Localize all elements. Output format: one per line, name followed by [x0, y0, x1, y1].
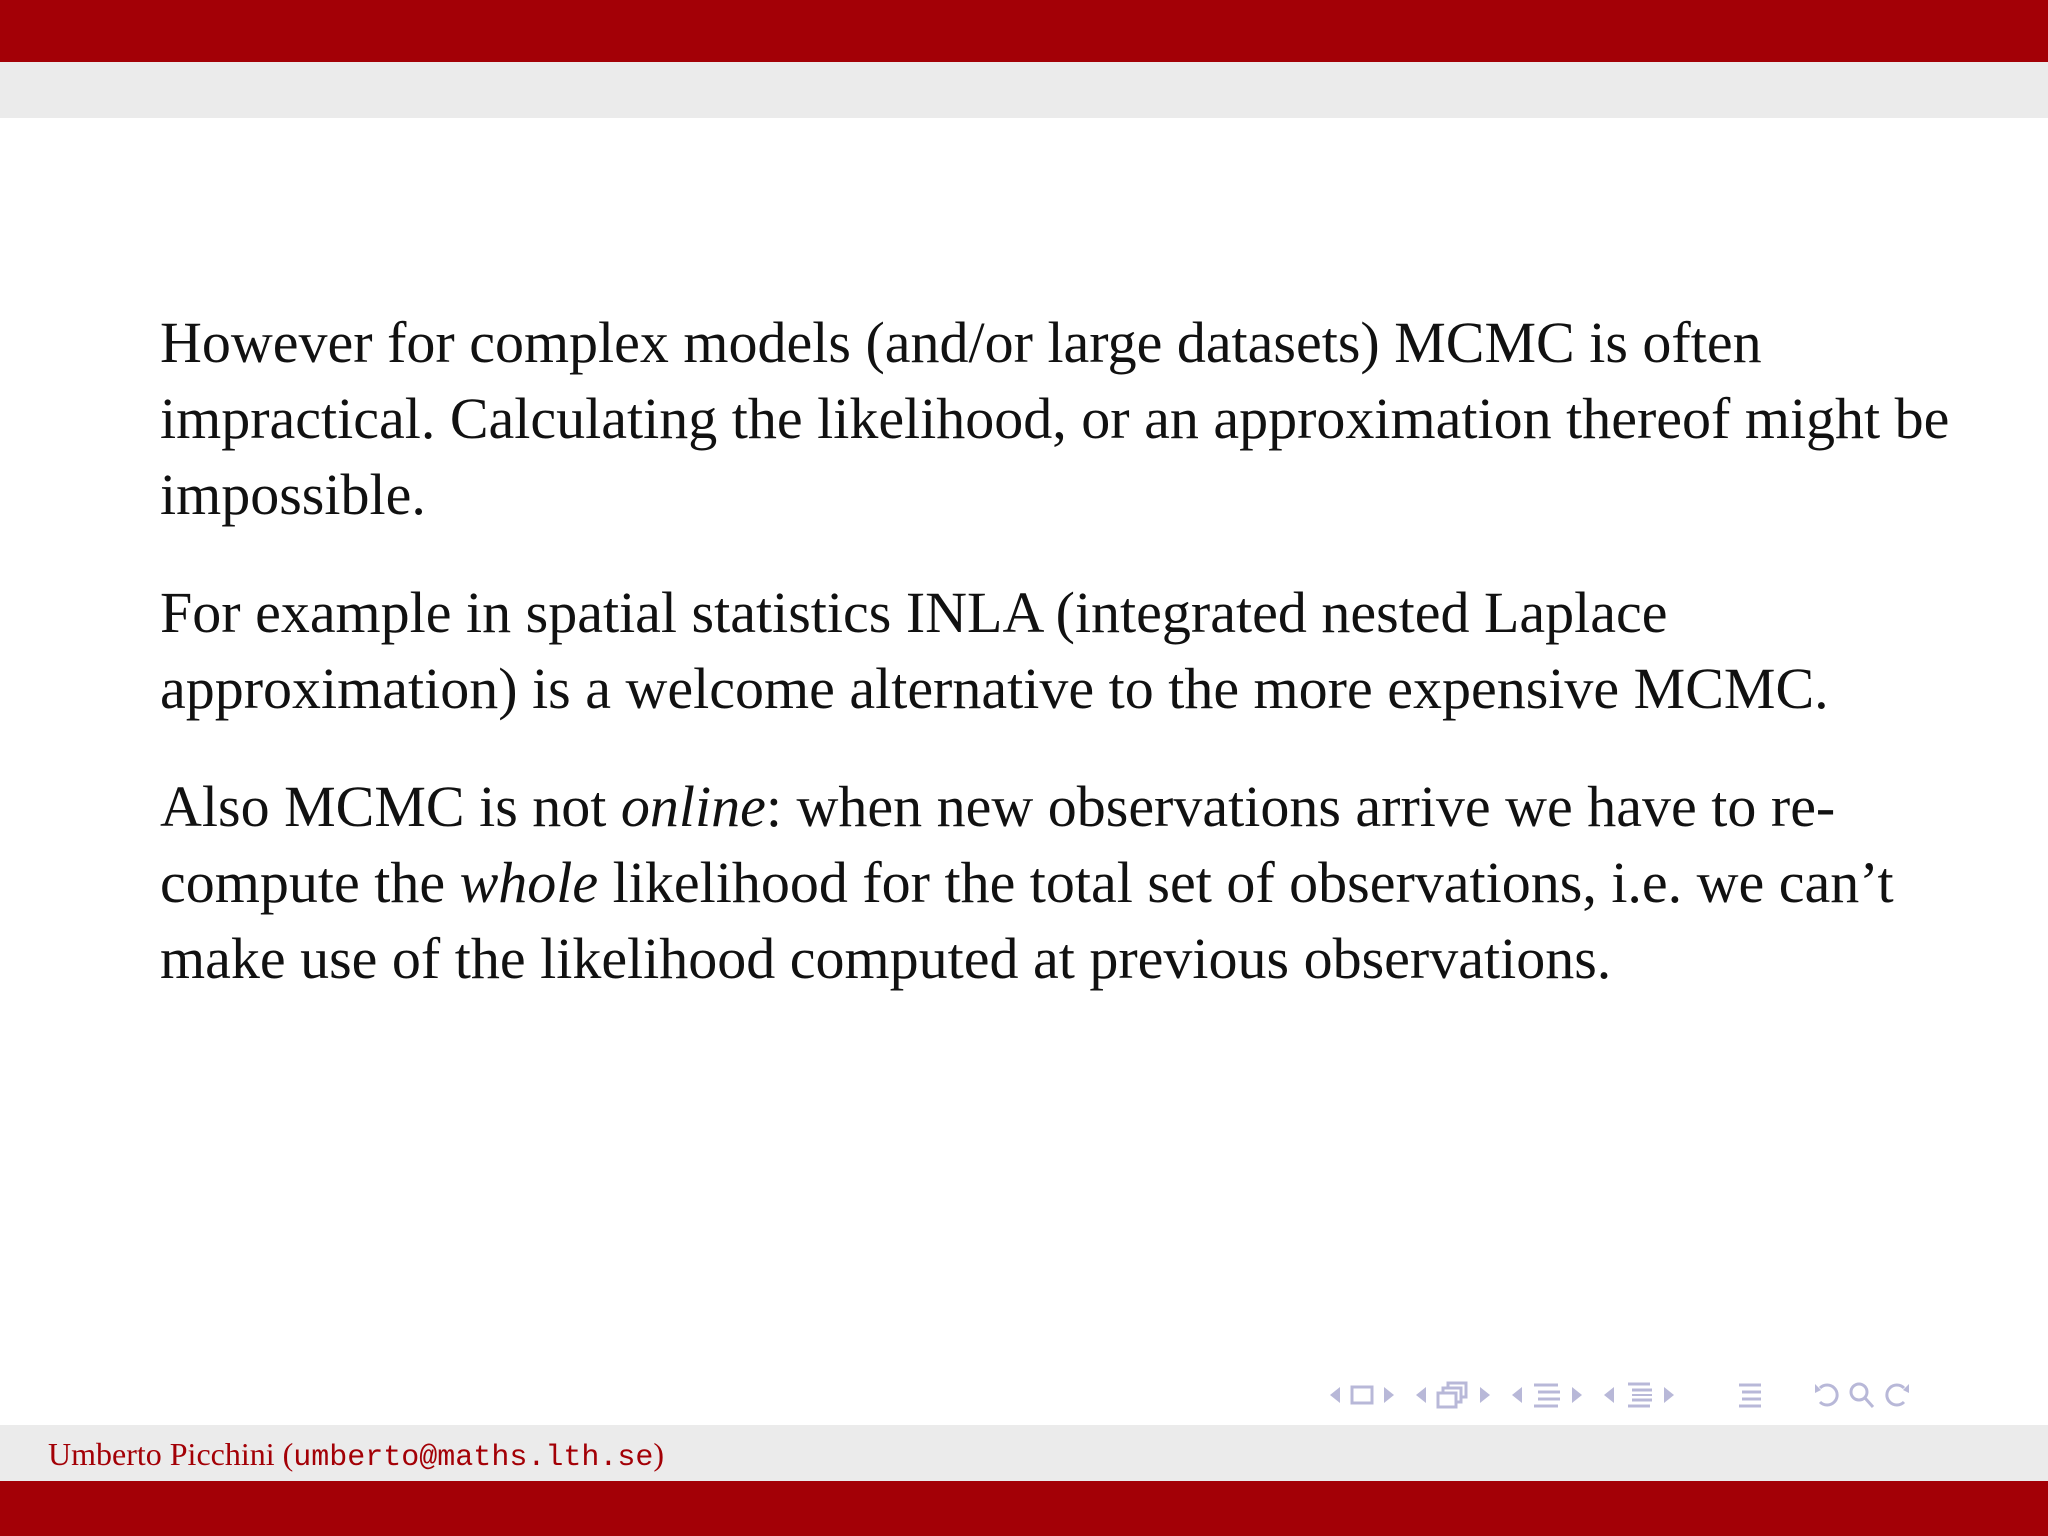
subsection-nav [1416, 1381, 1490, 1409]
prev-document-arrow-icon[interactable] [1604, 1387, 1614, 1403]
appendix-icon[interactable] [1736, 1381, 1764, 1409]
footer-credit [48, 1434, 664, 1478]
paragraph-3-text-3: likelihood for the total set of observations, i.e. we can’t make use of the likelihood computed at previous observations. [160, 850, 1894, 991]
search-nav [1812, 1380, 1912, 1410]
footer-author: Umberto Picchini [48, 1436, 275, 1472]
paragraph-2: For example in spatial statistics INLA (integrated nested Laplace approximation) is a welcome alternative to the more expensive MCMC. [160, 580, 1829, 721]
next-frame-arrow-icon[interactable] [1384, 1387, 1394, 1403]
header-bar [0, 0, 2048, 62]
search-icon[interactable] [1848, 1380, 1876, 1410]
appendix-nav [1736, 1381, 1764, 1409]
prev-subsection-arrow-icon[interactable] [1416, 1387, 1426, 1403]
paragraph-3-text-1: Also MCMC is not [160, 774, 621, 839]
header-band [0, 62, 2048, 118]
paragraph-3-text-2: : when new observations arrive we have to re-compute the [160, 774, 1836, 915]
forward-icon[interactable] [1882, 1380, 1912, 1410]
beamer-navigation [1330, 1378, 2030, 1412]
emphasis-whole: whole [459, 850, 599, 915]
prev-section-arrow-icon[interactable] [1512, 1387, 1522, 1403]
section-nav [1512, 1381, 1582, 1409]
next-document-arrow-icon[interactable] [1664, 1387, 1674, 1403]
footer-close-paren: ) [653, 1436, 664, 1472]
subsection-icon[interactable] [1436, 1381, 1470, 1409]
prev-frame-arrow-icon[interactable] [1330, 1387, 1340, 1403]
next-section-arrow-icon[interactable] [1572, 1387, 1582, 1403]
section-icon[interactable] [1532, 1381, 1562, 1409]
slide-body [160, 305, 1950, 1039]
document-nav [1604, 1381, 1674, 1409]
frame-nav [1330, 1385, 1394, 1405]
document-icon[interactable] [1624, 1381, 1654, 1409]
footer-email[interactable]: umberto@maths.lth.se [293, 1441, 654, 1475]
paragraph-3 [160, 769, 1950, 997]
next-subsection-arrow-icon[interactable] [1480, 1387, 1490, 1403]
frame-icon[interactable] [1350, 1385, 1374, 1405]
emphasis-online: online [620, 774, 766, 839]
footer-bar [0, 1481, 2048, 1536]
paragraph-1: However for complex models (and/or large datasets) MCMC is often impractical. Calculating the likelihood, or an approximation thereof might be impossible. [160, 310, 1950, 527]
footer-open-paren: ( [274, 1436, 294, 1472]
back-icon[interactable] [1812, 1380, 1842, 1410]
